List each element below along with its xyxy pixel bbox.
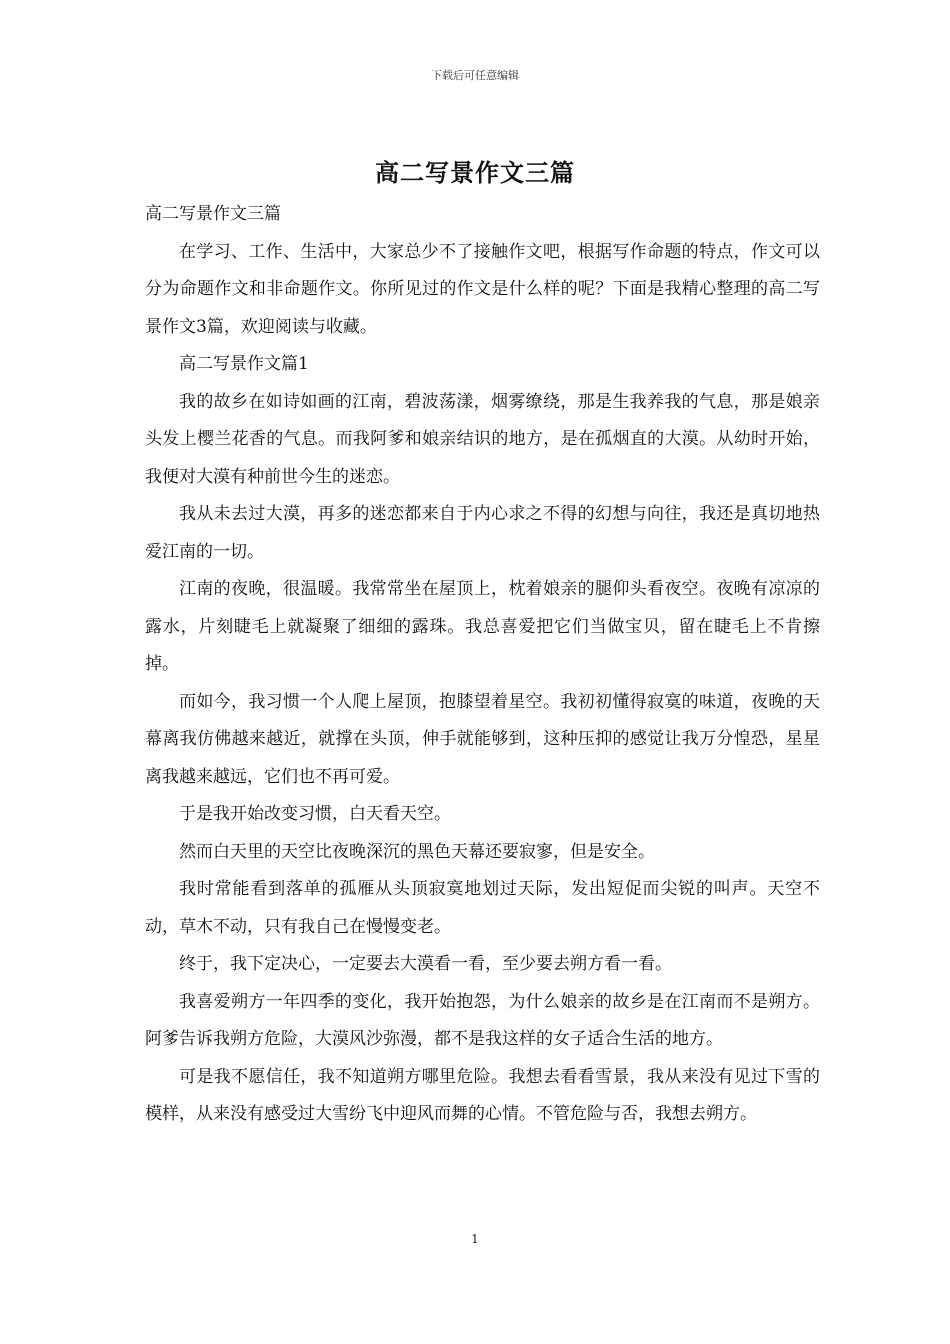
body-paragraph: 终于，我下定决心，一定要去大漠看一看，至少要去朔方看一看。 bbox=[179, 954, 672, 974]
subtitle-paragraph: 高二写景作文三篇 bbox=[145, 204, 281, 224]
header-note: 下载后可任意编辑 bbox=[431, 69, 519, 82]
body-paragraph: 我从未去过大漠，再多的迷恋都来自于内心求之不得的幻想与向往，我还是真切地热爱江南的一切。 bbox=[145, 504, 820, 562]
page-number: 1 bbox=[471, 1232, 479, 1246]
document-body bbox=[145, 196, 820, 1134]
body-paragraph: 然而白天里的天空比夜晚深沉的黑色天幕还要寂寥，但是安全。 bbox=[179, 841, 655, 862]
body-paragraph: 江南的夜晚，很温暖。我常常坐在屋顶上，枕着娘亲的腿仰头看夜空。夜晚有凉凉的露水，片刻睫毛上就凝聚了细细的露珠。我总喜爱把它们当做宝贝，留在睫毛上不肯擦掉。 bbox=[145, 579, 820, 674]
section-heading: 高二写景作文篇1 bbox=[179, 354, 309, 374]
body-paragraph: 我时常能看到落单的孤雁从头顶寂寞地划过天际，发出短促而尖锐的叫声。天空不动，草木不动，只有我自己在慢慢变老。 bbox=[145, 879, 820, 937]
body-paragraph: 可是我不愿信任，我不知道朔方哪里危险。我想去看看雪景，我从来没有见过下雪的模样，从来没有感受过大雪纷飞中迎风而舞的心情。不管危险与否，我想去朔方。 bbox=[145, 1066, 820, 1124]
body-paragraph: 而如今，我习惯一个人爬上屋顶，抱膝望着星空。我初初懂得寂寞的味道，夜晚的天幕离我仿佛越来越近，就撑在头顶，伸手就能够到，这种压抑的感觉让我万分惶恐，星星离我越来越远，它们也不再可爱。 bbox=[145, 691, 820, 787]
body-paragraph: 于是我开始改变习惯，白天看天空。 bbox=[179, 804, 451, 824]
document-title: 高二写景作文三篇 bbox=[375, 158, 575, 187]
body-paragraph: 我的故乡在如诗如画的江南，碧波荡漾，烟雾缭绕，那是生我养我的气息，那是娘亲头发上樱兰花香的气息。而我阿爹和娘亲结识的地方，是在孤烟直的大漠。从幼时开始，我便对大漠有种前世今生的迷恋。 bbox=[145, 391, 820, 487]
intro-paragraph: 在学习、工作、生活中，大家总少不了接触作文吧，根据写作命题的特点，作文可以分为命题作文和非命题作文。你所见过的作文是什么样的呢？下面是我精心整理的高二写景作文3篇，欢迎阅读与收藏。 bbox=[145, 241, 820, 337]
body-paragraph: 我喜爱朔方一年四季的变化，我开始抱怨，为什么娘亲的故乡是在江南而不是朔方。阿爹告诉我朔方危险，大漠风沙弥漫，都不是我这样的女子适合生活的地方。 bbox=[145, 991, 820, 1049]
